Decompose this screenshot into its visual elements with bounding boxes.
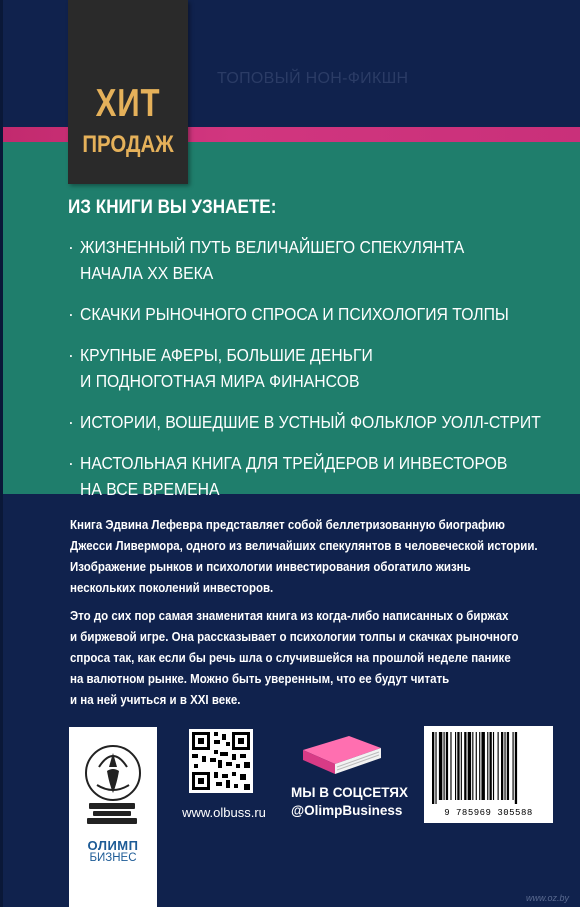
paragraph-text: Книга Эдвина Лефевра представляет собой беллетризованную биографию Джесси Ливермора, одного из величайших спекулянтов в человеческой истории. Изображение рынков и психологии инвестирования обогатило жизнь нескольких поколений инвесторов. xyxy=(70,518,538,595)
list-item: · КРУПНЫЕ АФЕРЫ, БОЛЬШИЕ ДЕНЬГИ И ПОДНОГОТНАЯ МИРА ФИНАНСОВ xyxy=(68,342,568,394)
bullet-text: СКАЧКИ РЫНОЧНОГО СПРОСА И ПСИХОЛОГИЯ ТОЛПЫ xyxy=(80,304,509,324)
bullet-text: ИСТОРИИ, ВОШЕДШИЕ В УСТНЫЙ ФОЛЬКЛОР УОЛЛ-СТРИТ xyxy=(80,412,541,432)
barcode-bars-icon xyxy=(424,726,553,806)
social-heading: МЫ В СОЦСЕТЯХ xyxy=(291,785,409,800)
list-item: · СКАЧКИ РЫНОЧНОГО СПРОСА И ПСИХОЛОГИЯ ТОЛПЫ xyxy=(68,301,568,327)
publisher-url: www.olbuss.ru xyxy=(182,805,266,820)
bullet-text: КРУПНЫЕ АФЕРЫ, БОЛЬШИЕ ДЕНЬГИ И ПОДНОГОТНАЯ МИРА ФИНАНСОВ xyxy=(80,345,373,391)
list-item: · ИСТОРИИ, ВОШЕДШИЕ В УСТНЫЙ ФОЛЬКЛОР УОЛЛ-СТРИТ xyxy=(68,409,568,435)
list-item: · НАСТОЛЬНАЯ КНИГА ДЛЯ ТРЕЙДЕРОВ И ИНВЕСТОРОВ НА ВСЕ ВРЕМЕНА xyxy=(68,450,568,502)
list-item: · ЖИЗНЕННЫЙ ПУТЬ ВЕЛИЧАЙШЕГО СПЕКУЛЯНТА НАЧАЛА XX ВЕКА xyxy=(68,234,568,286)
badge-line2: ПРОДАЖ xyxy=(82,131,174,158)
badge-line1: ХИТ xyxy=(95,82,161,125)
publisher-sub: БИЗНЕС xyxy=(89,852,137,864)
watermark: www.oz.by xyxy=(526,893,570,903)
publisher-name: ОЛИМП xyxy=(87,838,139,853)
description-paragraph-2 xyxy=(70,606,570,711)
isbn-number: 9 785969 305588 xyxy=(444,808,533,818)
description-paragraph-1 xyxy=(70,515,570,599)
bullet-text: ЖИЗНЕННЫЙ ПУТЬ ВЕЛИЧАЙШЕГО СПЕКУЛЯНТА НАЧАЛА XX ВЕКА xyxy=(80,237,465,283)
series-label: ТОПОВЫЙ НОН-ФИКШН xyxy=(217,70,409,87)
learn-heading: ИЗ КНИГИ ВЫ УЗНАЕТЕ: xyxy=(68,197,277,218)
social-handle: @OlimpBusiness xyxy=(291,803,403,818)
left-edge xyxy=(0,0,3,907)
bullet-text: НАСТОЛЬНАЯ КНИГА ДЛЯ ТРЕЙДЕРОВ И ИНВЕСТОРОВ НА ВСЕ ВРЕМЕНА xyxy=(80,453,508,499)
barcode xyxy=(424,726,553,823)
bestseller-badge xyxy=(68,0,188,184)
book-icon xyxy=(297,730,383,783)
publisher-logo xyxy=(69,727,157,907)
paragraph-text: Это до сих пор самая знаменитая книга из когда-либо написанных о биржах и биржевой игре. Она рассказывает о психологии толпы и скачках рыночного спроса так, как если бы речь шла о случившейся на прошлой неделе панике на валютном рынке. Можно быть уверенным, что ее будут читать и на ней учиться и в XXI веке. xyxy=(70,609,519,707)
bullet-list xyxy=(68,234,568,517)
olimp-emblem-icon xyxy=(69,727,157,837)
qr-code-icon xyxy=(189,729,253,793)
